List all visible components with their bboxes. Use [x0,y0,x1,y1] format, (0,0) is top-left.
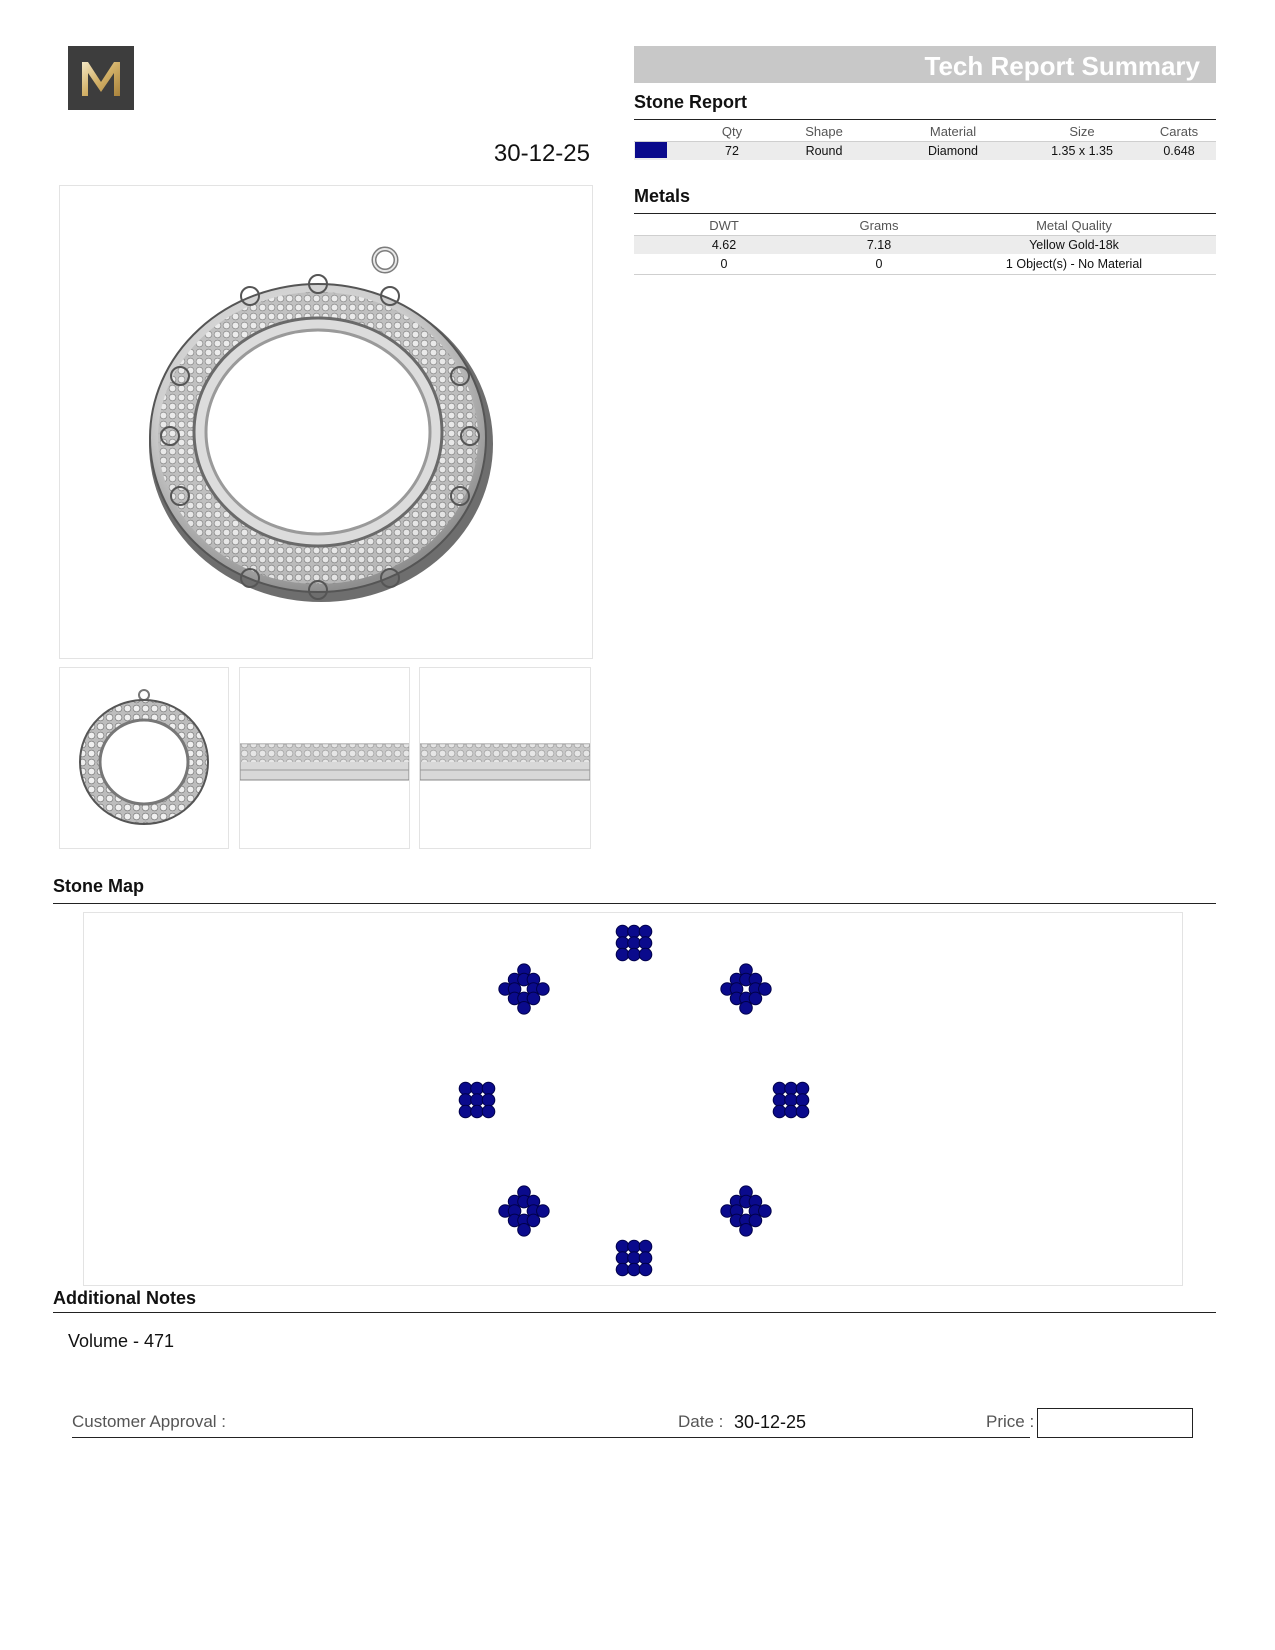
table-row [634,255,1216,273]
additional-notes-text: Volume - 471 [68,1331,175,1351]
stone-marker [482,1105,495,1118]
stone-marker [759,983,772,996]
stone-marker [527,1214,540,1227]
stone-marker [639,1240,652,1253]
stone-marker [459,1105,472,1118]
thumbnail-side-view-1[interactable] [239,667,410,849]
stone-marker [773,1082,786,1095]
report-title: Tech Report Summary [924,51,1200,81]
stone-carats: 0.648 [1163,144,1195,158]
metal-grams: 0 [875,257,883,271]
thumbnail-front-image [60,668,228,848]
stone-marker [537,1205,550,1218]
stone-marker [628,937,641,950]
col-qty: Qty [721,124,743,139]
stone-marker [759,1205,772,1218]
stone-marker [616,1252,629,1265]
stone-marker [773,1094,786,1107]
stone-color-swatch [635,142,667,158]
stone-marker [616,1263,629,1276]
customer-approval-line[interactable] [72,1437,1030,1438]
stone-marker [616,948,629,961]
stone-marker [482,1094,495,1107]
stone-marker [518,1224,531,1237]
col-shape: Shape [805,124,843,139]
col-carats: Carats [1159,124,1199,139]
thumbnail-front-view[interactable] [59,667,229,849]
metal-quality: 1 Object(s) - No Material [1005,257,1143,271]
table-row [634,236,1216,254]
stone-report-heading: Stone Report [634,92,748,112]
col-metal-quality: Metal Quality [1036,218,1112,233]
col-size: Size [1069,124,1095,139]
stone-marker [639,925,652,938]
stone-material: Diamond [927,144,979,158]
main-render-view [59,185,593,659]
stone-marker [785,1105,798,1118]
stone-marker [537,983,550,996]
stone-shape: Round [805,144,843,158]
stone-marker [628,1240,641,1253]
customer-approval-label: Customer Approval : [72,1412,227,1431]
stone-map-diagram [84,913,1182,1285]
approval-date-value: 30-12-25 [734,1412,807,1432]
stone-marker [616,937,629,950]
stone-marker [471,1082,484,1095]
stone-marker [471,1094,484,1107]
stone-marker [796,1094,809,1107]
stone-marker [628,925,641,938]
report-date: 30-12-25 [493,140,590,167]
stone-marker [459,1094,472,1107]
metal-quality: Yellow Gold-18k [1029,238,1119,252]
stone-map-view [83,912,1183,1286]
stone-marker [796,1082,809,1095]
stone-marker [616,1240,629,1253]
stone-map-heading: Stone Map [53,876,145,896]
stone-marker [616,925,629,938]
col-material: Material [929,124,977,139]
stone-marker [639,948,652,961]
thumbnail-side-image-2 [420,668,590,848]
title-banner [634,46,1216,83]
price-label: Price : [986,1412,1035,1431]
stone-size: 1.35 x 1.35 [1051,144,1113,158]
metal-dwt: 0 [720,257,728,271]
metal-dwt: 4.62 [711,238,737,252]
company-logo [68,46,134,110]
stone-marker [740,1224,753,1237]
col-grams: Grams [859,218,899,233]
additional-notes-heading: Additional Notes [53,1288,196,1308]
stone-report-table [634,120,1216,160]
stone-marker [785,1094,798,1107]
stone-marker [527,992,540,1005]
logo-m-icon [68,46,134,110]
pendant-render-image [60,186,592,658]
approval-date-label: Date : [678,1412,724,1431]
stone-marker [749,992,762,1005]
stone-marker [628,1263,641,1276]
stone-marker [518,1002,531,1015]
additional-notes-rule [53,1312,1216,1313]
stone-marker [785,1082,798,1095]
col-dwt: DWT [709,218,739,233]
stone-marker [459,1082,472,1095]
metals-table [634,214,1216,276]
stone-map-rule [53,903,1216,904]
stone-marker [639,937,652,950]
thumbnail-side-image-1 [240,668,409,848]
stone-marker [628,948,641,961]
stone-marker [796,1105,809,1118]
stone-marker [628,1252,641,1265]
stone-marker [482,1082,495,1095]
thumbnail-side-view-2[interactable] [419,667,591,849]
price-input[interactable] [1037,1408,1193,1438]
stone-marker [773,1105,786,1118]
stone-qty: 72 [725,144,739,158]
stone-marker [740,1002,753,1015]
metals-heading: Metals [634,186,691,206]
table-row [634,142,1216,160]
stone-marker [749,1214,762,1227]
stone-marker [471,1105,484,1118]
metal-grams: 7.18 [866,238,892,252]
stone-marker [639,1263,652,1276]
stone-marker [639,1252,652,1265]
